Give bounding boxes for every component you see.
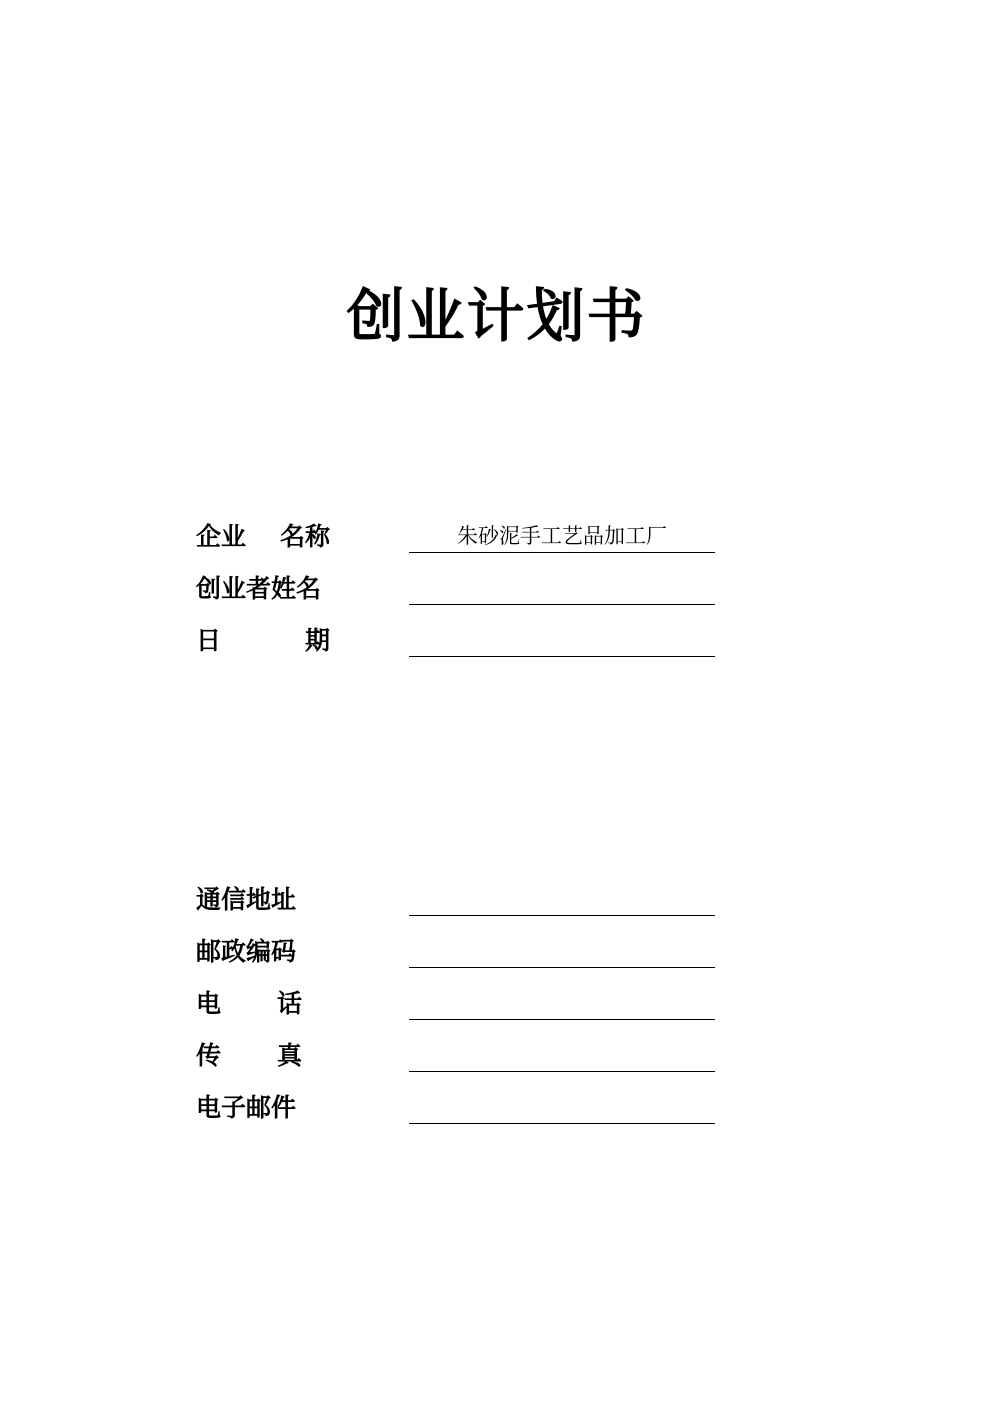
email-field[interactable] xyxy=(409,1091,715,1124)
mailing-address-label: 通信地址 xyxy=(196,885,297,914)
field-row-phone xyxy=(196,987,716,1021)
fax-label xyxy=(196,1039,302,1073)
phone-label xyxy=(196,987,302,1021)
company-name-label xyxy=(196,520,330,554)
fax-label-part-1: 传 xyxy=(196,1041,222,1070)
date-label-part-1: 日 xyxy=(196,626,222,655)
company-name-label-part-1: 企业 xyxy=(196,522,247,551)
date-label xyxy=(196,624,330,658)
field-row-company-name xyxy=(196,520,716,554)
founder-name-label: 创业者姓名 xyxy=(196,574,322,603)
date-label-part-2: 期 xyxy=(304,626,330,655)
email-label: 电子邮件 xyxy=(196,1093,297,1122)
field-row-postal-code xyxy=(196,935,716,969)
postal-code-field[interactable] xyxy=(409,935,715,968)
date-field[interactable] xyxy=(409,624,715,657)
phone-field[interactable] xyxy=(409,987,715,1020)
phone-label-part-1: 电 xyxy=(196,989,222,1018)
field-row-fax xyxy=(196,1039,716,1073)
field-row-founder-name xyxy=(196,572,716,606)
founder-name-field[interactable] xyxy=(409,572,715,605)
phone-label-part-2: 话 xyxy=(276,989,302,1018)
company-name-field[interactable]: 朱砂泥手工艺品加工厂 xyxy=(409,520,715,553)
fax-field[interactable] xyxy=(409,1039,715,1072)
document-title: 创业计划书 xyxy=(346,282,647,350)
field-row-mailing-address xyxy=(196,883,716,917)
postal-code-label: 邮政编码 xyxy=(196,937,297,966)
field-row-date xyxy=(196,624,716,658)
company-name-label-part-2: 名称 xyxy=(279,522,330,551)
field-row-email xyxy=(196,1091,716,1125)
fax-label-part-2: 真 xyxy=(276,1041,302,1070)
mailing-address-field[interactable] xyxy=(409,883,715,916)
